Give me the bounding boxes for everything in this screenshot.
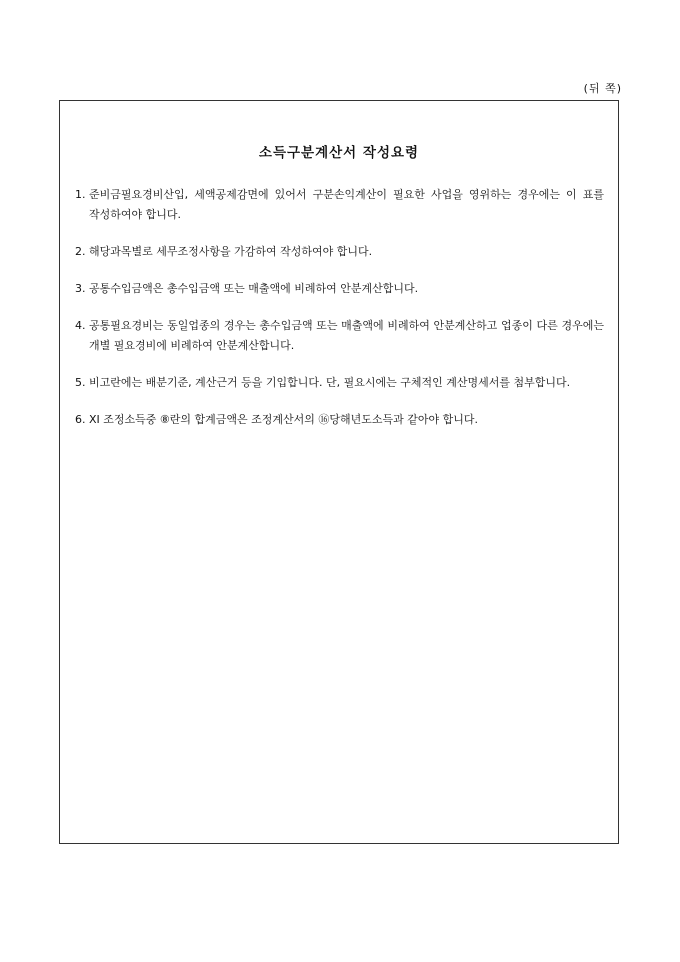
document-title: 소득구분계산서 작성요령 — [258, 145, 420, 161]
item-text: XI 조정소득중 ⑧란의 합계금액은 조정계산서의 ⑯당해년도소득과 같아야 합니다. — [89, 413, 479, 426]
instruction-item — [75, 410, 604, 430]
item-text: 공통수입금액은 총수입금액 또는 매출액에 비례하여 안분계산합니다. — [89, 282, 419, 295]
item-number: 5. — [75, 376, 86, 389]
item-number: 6. — [75, 413, 86, 426]
item-number: 3. — [75, 282, 86, 295]
page-side-label: (뒤 쪽) — [583, 82, 622, 95]
item-number: 4. — [75, 319, 86, 332]
instruction-item — [75, 185, 604, 225]
instructions-frame — [59, 100, 619, 844]
item-text: 비고란에는 배분기준, 계산근거 등을 기입합니다. 단, 필요시에는 구체적인 계산명세서를 첨부합니다. — [89, 376, 571, 389]
instruction-list — [75, 185, 604, 447]
instruction-item — [75, 316, 604, 356]
item-text: 준비금필요경비산입, 세액공제감면에 있어서 구분손익계산이 필요한 사업을 영위하는 경우에는 이 표를 작성하여야 합니다. — [89, 188, 604, 221]
item-text: 공통필요경비는 동일업종의 경우는 총수입금액 또는 매출액에 비례하여 안분계산하고 업종이 다른 경우에는 개별 필요경비에 비례하여 안분계산합니다. — [89, 319, 604, 352]
item-number: 1. — [75, 188, 86, 201]
instruction-item — [75, 279, 604, 299]
instruction-item — [75, 373, 604, 393]
instruction-item — [75, 242, 604, 262]
item-number: 2. — [75, 245, 86, 258]
item-text: 해당과목별로 세무조정사항을 가감하여 작성하여야 합니다. — [89, 245, 373, 258]
